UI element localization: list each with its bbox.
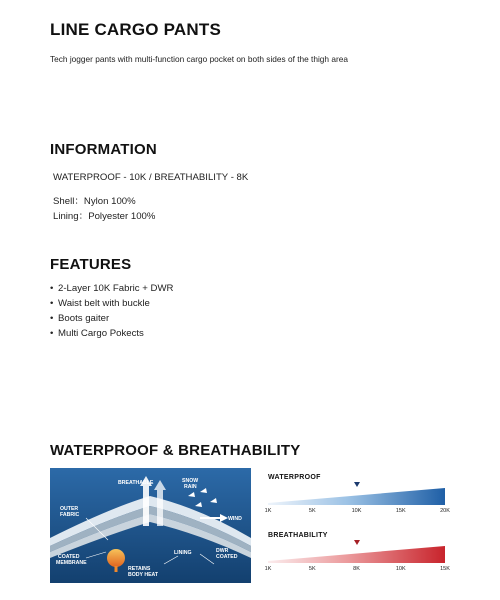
waterproof-gradient-bar: [268, 488, 445, 505]
label-dwr: DWR: [216, 548, 229, 554]
label-outer: OUTER: [60, 506, 79, 512]
breathability-scale: [264, 543, 450, 573]
scale-tick-label: 1K: [264, 566, 272, 572]
breathability-scale-title: BREATHABILITY: [268, 532, 328, 539]
label-coated: COATED: [58, 554, 80, 560]
feature-item: • Multi Cargo Pokects: [50, 328, 144, 339]
scale-tick-label: 15K: [395, 508, 406, 514]
scale-tick-label: 10K: [351, 508, 362, 514]
rating-text: WATERPROOF - 10K / BREATHABILITY - 8K: [53, 172, 249, 183]
label-wind: WIND: [228, 516, 242, 522]
waterproof-scale: [264, 485, 450, 515]
label-body-heat: BODY HEAT: [128, 572, 159, 578]
scale-tick-label: 1K: [264, 508, 272, 514]
label-rain: RAIN: [184, 484, 197, 490]
feature-item: • 2-Layer 10K Fabric + DWR: [50, 283, 174, 294]
breathability-marker: [354, 540, 360, 545]
label-fabric: FABRIC: [60, 512, 80, 518]
label-snow: SNOW: [182, 478, 199, 484]
scale-tick-label: 10K: [395, 566, 406, 572]
breathability-gradient-bar: [268, 546, 445, 563]
label-lining: LINING: [174, 550, 192, 556]
information-heading: INFORMATION: [50, 141, 157, 158]
product-subtitle: Tech jogger pants with multi-function cargo pocket on both sides of the thigh area: [50, 54, 348, 64]
waterproof-bar-svg: [268, 485, 445, 505]
label-dwr-coated: COATED: [216, 554, 238, 560]
fabric-layer-illustration: [50, 468, 251, 583]
body-heat-circle: [107, 549, 125, 567]
feature-item: • Boots gaiter: [50, 313, 110, 324]
lining-text: Lining：Polyester 100%: [53, 211, 156, 222]
scale-tick-label: 5K: [308, 566, 316, 572]
scale-tick-label: 5K: [308, 508, 316, 514]
shell-text: Shell：Nylon 100%: [53, 196, 136, 207]
label-retains: RETAINS: [128, 566, 151, 572]
features-heading: FEATURES: [50, 256, 132, 273]
label-breathable: BREATHABLE: [118, 480, 154, 486]
wb-heading: WATERPROOF & BREATHABILITY: [50, 442, 301, 459]
fabric-layer-graphic: [50, 468, 251, 583]
breathability-bar-svg: [268, 543, 445, 563]
product-title: LINE CARGO PANTS: [50, 20, 222, 39]
waterproof-marker: [354, 482, 360, 487]
feature-item: • Waist belt with buckle: [50, 298, 150, 309]
scale-tick-label: 8K: [353, 566, 360, 572]
scale-tick-label: 20K: [440, 508, 450, 514]
scale-tick-label: 15K: [440, 566, 450, 572]
label-membrane: MEMBRANE: [56, 560, 87, 566]
waterproof-scale-title: WATERPROOF: [268, 474, 321, 481]
